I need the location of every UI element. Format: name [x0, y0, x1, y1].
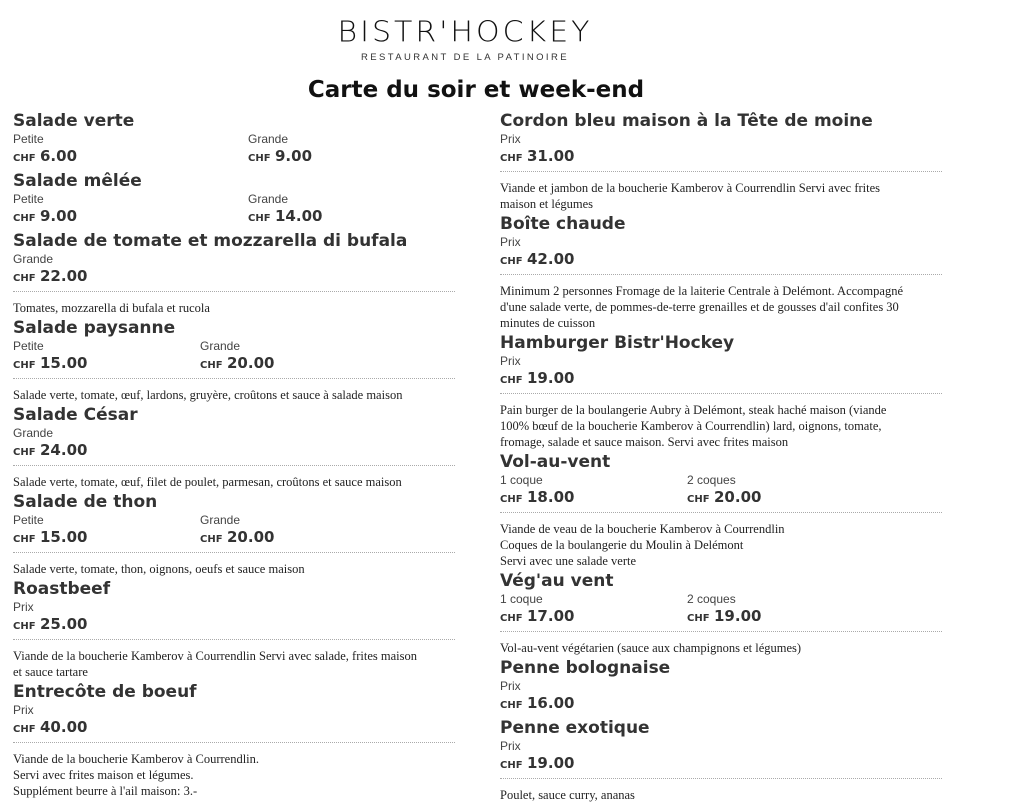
item-name: Roastbeef	[13, 579, 111, 599]
item-description: Viande de veau de la boucherie Kamberov à Courrendlin	[500, 522, 785, 536]
price-value	[687, 487, 761, 510]
divider	[500, 631, 942, 632]
menu-item	[13, 579, 455, 680]
divider	[500, 778, 942, 779]
item-name: Cordon bleu maison à la Tête de moine	[500, 111, 873, 131]
price-row	[500, 353, 942, 391]
price-label: Prix	[13, 600, 34, 614]
price-amount: 9.00	[40, 207, 78, 225]
price-currency: CHF	[500, 494, 523, 505]
price-label: 1 coque	[500, 592, 543, 606]
item-description: Pain burger de la boulangerie Aubry à Delémont, steak haché maison (viande	[500, 403, 887, 417]
price-label: 2 coques	[687, 592, 736, 606]
price-value	[500, 606, 687, 629]
item-name: Penne bolognaise	[500, 658, 671, 678]
price-row	[500, 591, 942, 629]
price-row	[13, 191, 455, 229]
price-row	[500, 738, 942, 776]
price-amount: 20.00	[227, 354, 275, 372]
item-description: Viande et jambon de la boucherie Kamberov à Courrendlin Servi avec frites	[500, 181, 881, 195]
item-name: Penne exotique	[500, 718, 650, 738]
price-currency: CHF	[13, 621, 36, 632]
price-amount: 15.00	[40, 354, 88, 372]
price-row	[13, 338, 455, 376]
price-currency: CHF	[687, 613, 710, 624]
price-amount: 18.00	[527, 488, 575, 506]
item-name: Vég'au vent	[500, 571, 614, 591]
menu-item	[13, 111, 455, 169]
price-label: Grande	[13, 252, 54, 266]
restaurant-logo	[0, 16, 930, 63]
item-description: Coques de la boulangerie du Moulin à Delémont	[500, 538, 744, 552]
price-currency: CHF	[13, 213, 36, 224]
menu-item	[500, 571, 942, 656]
price-label: Prix	[500, 739, 521, 753]
divider	[500, 274, 942, 275]
menu-item	[500, 214, 942, 331]
price-label: Grande	[200, 339, 241, 353]
menu-item	[500, 718, 942, 803]
divider	[500, 512, 942, 513]
menu-item	[500, 111, 942, 212]
divider	[13, 291, 455, 292]
divider	[500, 393, 942, 394]
price-option	[13, 131, 248, 169]
price-option	[500, 234, 574, 272]
price-row	[13, 702, 455, 740]
menu-item	[13, 405, 455, 490]
price-option	[13, 702, 87, 740]
price-value	[200, 353, 274, 376]
item-description: fromage, salade et sauce maison. Servi avec frites maison	[500, 435, 789, 449]
price-label: Grande	[13, 426, 54, 440]
item-name: Vol-au-vent	[500, 452, 611, 472]
price-row	[13, 131, 455, 169]
item-name: Salade César	[13, 405, 138, 425]
menu-item	[500, 658, 942, 716]
price-amount: 42.00	[527, 250, 575, 268]
menu-column-right	[500, 109, 942, 804]
price-currency: CHF	[200, 534, 223, 545]
price-label: Prix	[500, 679, 521, 693]
price-amount: 19.00	[714, 607, 762, 625]
price-currency: CHF	[500, 153, 523, 164]
price-currency: CHF	[200, 360, 223, 371]
price-amount: 22.00	[40, 267, 88, 285]
menu-title: Carte du soir et week-end	[307, 77, 645, 103]
price-option	[687, 472, 761, 510]
price-amount: 19.00	[527, 754, 575, 772]
item-description: et sauce tartare	[13, 665, 88, 679]
price-option	[248, 191, 322, 229]
price-row	[500, 131, 942, 169]
menu-item	[13, 171, 455, 229]
price-amount: 16.00	[527, 694, 575, 712]
price-amount: 17.00	[527, 607, 575, 625]
price-option	[500, 353, 574, 391]
item-description: Salade verte, tomate, œuf, lardons, gruyère, croûtons et sauce à salade maison	[13, 388, 403, 402]
item-name: Salade mêlée	[13, 171, 142, 191]
price-amount: 14.00	[275, 207, 323, 225]
menu-item	[13, 492, 455, 577]
divider	[13, 639, 455, 640]
price-value	[500, 146, 574, 169]
item-description: Servi avec une salade verte	[500, 554, 637, 568]
price-label: Prix	[13, 703, 34, 717]
item-name: Hamburger Bistr'Hockey	[500, 333, 735, 353]
price-amount: 24.00	[40, 441, 88, 459]
price-row	[500, 234, 942, 272]
price-amount: 19.00	[527, 369, 575, 387]
price-value	[248, 146, 312, 169]
item-description: d'une salade verte, de pommes-de-terre grenailles et de gousses d'ail confites 30	[500, 300, 899, 314]
logo-wordmark: BISTR'HOCKEY	[337, 15, 593, 50]
price-option	[13, 338, 200, 376]
price-currency: CHF	[248, 153, 271, 164]
price-label: Prix	[500, 354, 521, 368]
price-label: Petite	[13, 513, 44, 527]
item-description: 100% bœuf de la boucherie Kamberov à Courrendlin) lard, oignons, tomate,	[500, 419, 882, 433]
price-amount: 15.00	[40, 528, 88, 546]
price-option	[13, 251, 87, 289]
menu-item	[13, 231, 455, 316]
item-description: Viande de la boucherie Kamberov à Courrendlin.	[13, 752, 260, 766]
menu-item	[13, 318, 455, 403]
price-value	[500, 368, 574, 391]
price-value	[500, 487, 687, 510]
price-currency: CHF	[13, 360, 36, 371]
item-description: Minimum 2 personnes Fromage de la laiterie Centrale à Delémont. Accompagné	[500, 284, 904, 298]
price-option	[13, 191, 248, 229]
item-name: Salade de thon	[13, 492, 158, 512]
item-description: Poulet, sauce curry, ananas	[500, 788, 635, 802]
item-description: Salade verte, tomate, œuf, filet de poulet, parmesan, croûtons et sauce maison	[13, 475, 402, 489]
price-amount: 9.00	[275, 147, 313, 165]
price-row	[13, 251, 455, 289]
item-description: Tomates, mozzarella di bufala et rucola	[13, 301, 210, 315]
price-value	[13, 353, 200, 376]
price-row	[13, 599, 455, 637]
price-label: 2 coques	[687, 473, 736, 487]
price-row	[500, 678, 942, 716]
divider	[13, 378, 455, 379]
price-value	[13, 266, 87, 289]
price-option	[500, 472, 687, 510]
price-currency: CHF	[500, 256, 523, 267]
price-label: Petite	[13, 339, 44, 353]
price-option	[200, 512, 274, 550]
item-description: Servi avec frites maison et légumes.	[13, 768, 194, 782]
menu-item	[500, 333, 942, 450]
price-currency: CHF	[500, 613, 523, 624]
divider	[13, 742, 455, 743]
price-option	[500, 591, 687, 629]
price-value	[13, 440, 87, 463]
price-currency: CHF	[13, 153, 36, 164]
price-label: Prix	[500, 235, 521, 249]
price-value	[248, 206, 322, 229]
menu-column-left	[13, 109, 455, 800]
price-label: Prix	[500, 132, 521, 146]
price-label: 1 coque	[500, 473, 543, 487]
item-description: maison et légumes	[500, 197, 594, 211]
price-amount: 6.00	[40, 147, 78, 165]
price-option	[13, 599, 87, 637]
price-label: Grande	[248, 192, 289, 206]
price-amount: 31.00	[527, 147, 575, 165]
price-amount: 40.00	[40, 718, 88, 736]
price-currency: CHF	[500, 375, 523, 386]
item-name: Salade paysanne	[13, 318, 176, 338]
price-currency: CHF	[13, 273, 36, 284]
price-value	[13, 717, 87, 740]
price-label: Grande	[248, 132, 289, 146]
price-value	[13, 527, 200, 550]
item-description: Viande de la boucherie Kamberov à Courrendlin Servi avec salade, frites maison	[13, 649, 417, 663]
item-name: Salade verte	[13, 111, 135, 131]
price-row	[500, 472, 942, 510]
price-currency: CHF	[500, 760, 523, 771]
price-value	[13, 206, 248, 229]
price-option	[687, 591, 761, 629]
item-name: Salade de tomate et mozzarella di bufala	[13, 231, 408, 251]
divider	[13, 552, 455, 553]
divider	[13, 465, 455, 466]
price-option	[500, 738, 574, 776]
price-value	[500, 249, 574, 272]
price-currency: CHF	[13, 724, 36, 735]
price-currency: CHF	[687, 494, 710, 505]
price-option	[248, 131, 312, 169]
price-label: Grande	[200, 513, 241, 527]
price-amount: 20.00	[714, 488, 762, 506]
price-value	[13, 146, 248, 169]
price-currency: CHF	[13, 447, 36, 458]
price-option	[200, 338, 274, 376]
price-amount: 25.00	[40, 615, 88, 633]
price-row	[13, 425, 455, 463]
price-currency: CHF	[500, 700, 523, 711]
item-description: minutes de cuisson	[500, 316, 596, 330]
price-currency: CHF	[13, 534, 36, 545]
item-description: Supplément beurre à l'ail maison: 3.-	[13, 784, 198, 798]
price-value	[200, 527, 274, 550]
price-label: Petite	[13, 132, 44, 146]
price-label: Petite	[13, 192, 44, 206]
price-option	[500, 678, 574, 716]
price-option	[500, 131, 574, 169]
item-name: Entrecôte de boeuf	[13, 682, 197, 702]
price-row	[13, 512, 455, 550]
price-option	[13, 425, 87, 463]
price-value	[13, 614, 87, 637]
item-description: Salade verte, tomate, thon, oignons, oeufs et sauce maison	[13, 562, 305, 576]
price-amount: 20.00	[227, 528, 275, 546]
price-option	[13, 512, 200, 550]
price-currency: CHF	[248, 213, 271, 224]
price-value	[500, 693, 574, 716]
item-name: Boîte chaude	[500, 214, 626, 234]
menu-item	[13, 682, 455, 799]
divider	[500, 171, 942, 172]
logo-subtitle: RESTAURANT DE LA PATINOIRE	[361, 52, 569, 63]
menu-item	[500, 452, 942, 569]
price-value	[687, 606, 761, 629]
item-description: Vol-au-vent végétarien (sauce aux champignons et légumes)	[500, 641, 802, 655]
